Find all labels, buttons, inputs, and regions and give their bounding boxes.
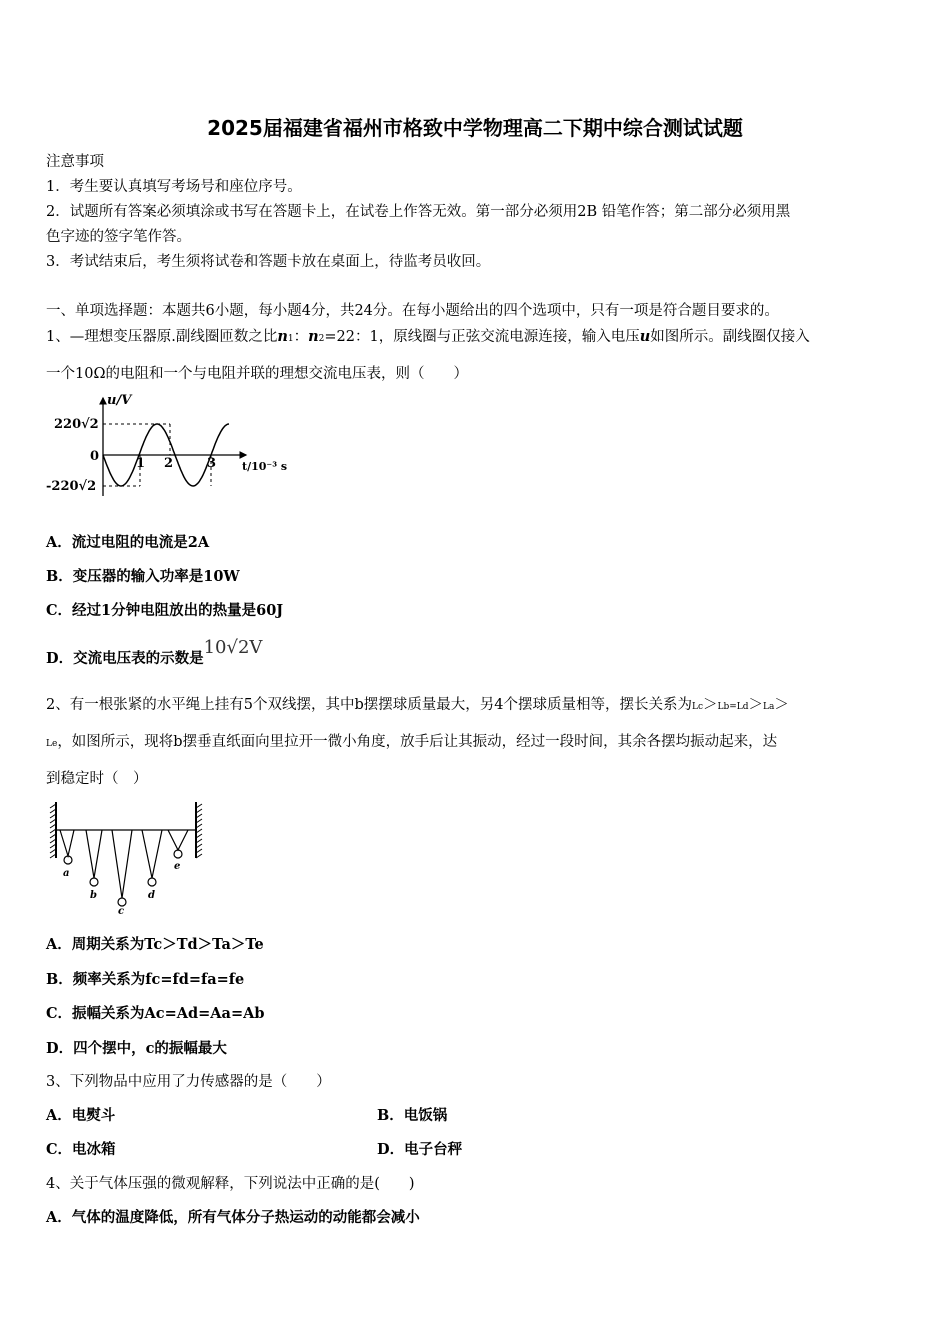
notice-heading: 注意事项 <box>46 154 104 170</box>
y-min-label: -220√2 <box>46 479 97 494</box>
q2-stem-line3: 到稳定时（ ） <box>46 771 148 787</box>
q1-stem-text: 1、—理想变压器原.副线圈匝数之比 <box>46 329 278 345</box>
q1-n2: n <box>308 328 319 345</box>
pendulum-label-d: d <box>148 890 155 901</box>
q2-len-e: Le <box>46 739 58 749</box>
q2-len-a: La <box>763 702 775 712</box>
q1-stem-text: 如图所示。副线圈仅接入 <box>650 329 810 345</box>
y-max-label: 220√2 <box>54 417 99 432</box>
pendulum-a-strings <box>60 830 74 856</box>
q3-option-b: B．电饭锅 <box>377 1107 448 1124</box>
q4-stem: 4、关于气体压强的微观解释，下列说法中正确的是( ) <box>46 1176 415 1192</box>
pendulum-b-strings <box>86 830 102 878</box>
q1-n1: n <box>277 328 288 345</box>
q1-stem-text: =22：1，原线圈与正弦交流电源连接，输入电压 <box>324 329 640 345</box>
pendulum-label-c: c <box>118 906 125 915</box>
q2-option-d: D．四个摆中，c的振幅最大 <box>46 1040 227 1057</box>
page-title: 2025届福建省福州市格致中学物理高二下期中综合测试试题 <box>207 116 743 140</box>
q2-gt: ＞ <box>748 697 764 713</box>
q2-len-c: Lc <box>691 702 703 712</box>
notice-item: 3．考试结束后，考生须将试卷和答题卡放在桌面上，待监考员收回。 <box>46 254 491 270</box>
notice-item: 色字迹的签字笔作答。 <box>46 229 191 245</box>
q3-option-a: A．电熨斗 <box>46 1107 116 1124</box>
tick-label-3: 3 <box>207 456 217 471</box>
q1-option-b: B．变压器的输入功率是10W <box>46 568 240 585</box>
x-axis-label: t/10⁻³ s <box>242 460 288 473</box>
q1-option-c: C．经过1分钟电阻放出的热量是60J <box>46 602 284 619</box>
q2-stem-line2 <box>46 732 777 754</box>
q2-len-b: Lb <box>717 702 730 712</box>
q2-gt: ＞ <box>774 697 789 713</box>
q1-option-a: A．流过电阻的电流是2A <box>46 534 210 551</box>
q4-option-a: A．气体的温度降低，所有气体分子热运动的动能都会减小 <box>46 1209 420 1226</box>
q2-option-a: A．周期关系为Tc＞Td＞Ta＞Te <box>46 936 264 953</box>
pendulum-b-ball <box>90 878 98 886</box>
q2-option-b: B．频率关系为fc=fd=fa=fe <box>46 971 245 988</box>
q2-stem-text: ，如图所示，现将b摆垂直纸面向里拉开一微小角度，放手后让其振动，经过一段时间，其余各摆均振动起来，达 <box>57 734 778 750</box>
q1-u: u <box>639 328 651 345</box>
q1-stem <box>46 327 810 349</box>
section-heading: 一、单项选择题：本题共6小题，每小题4分，共24分。在每小题给出的四个选项中，只有一项是符合题目要求的。 <box>46 303 779 319</box>
notice-item: 1．考生要认真填写考场号和座位序号。 <box>46 179 302 195</box>
pendulum-e-strings <box>168 830 188 850</box>
notice-item: 2．试题所有答案必须填涂或书写在答题卡上，在试卷上作答无效。第一部分必须用2B 铅笔作答；第二部分必须用黑 <box>46 204 791 220</box>
y-axis-label: u/V <box>107 393 132 408</box>
pendulum-label-e: e <box>174 861 181 872</box>
q1-colon: ： <box>293 329 309 345</box>
q1-option-d-value: 10√2V <box>203 637 263 658</box>
q1-option-d <box>46 637 263 669</box>
q1-n2-sub: 2 <box>318 334 325 344</box>
tick-label-1: 1 <box>136 456 146 471</box>
q1-option-d-text: D．交流电压表的示数是 <box>46 650 204 667</box>
pendulum-c-ball <box>118 898 126 906</box>
q3-stem: 3、下列物品中应用了力传感器的是（ ） <box>46 1074 331 1090</box>
q1-n1-sub: 1 <box>287 334 294 344</box>
pendulum-d-strings <box>142 830 162 878</box>
q1-stem-line2: 一个10Ω的电阻和一个与电阻并联的理想交流电压表，则（ ） <box>46 366 468 382</box>
q2-stem-text: 2、有一根张紧的水平绳上挂有5个双线摆，其中b摆摆球质量最大，另4个摆球质量相等，摆长关系为 <box>46 697 692 713</box>
pendulum-d-ball <box>148 878 156 886</box>
zero-label: 0 <box>90 449 100 464</box>
q2-pendulum-figure <box>46 800 211 915</box>
q3-option-d: D．电子台秤 <box>377 1141 463 1158</box>
q1-voltage-graph <box>46 392 306 504</box>
q3-option-c: C．电冰箱 <box>46 1141 116 1158</box>
q2-gt: ＞ <box>703 697 718 713</box>
q2-option-c: C．振幅关系为Ac=Ad=Aa=Ab <box>46 1005 265 1022</box>
pendulum-label-a: a <box>63 868 70 879</box>
q2-eq: = <box>729 702 737 712</box>
tick-label-2: 2 <box>164 456 174 471</box>
pendulum-c-strings <box>112 830 132 898</box>
q2-len-d: Ld <box>736 702 749 712</box>
pendulum-label-b: b <box>90 890 97 901</box>
q2-stem <box>46 695 789 717</box>
